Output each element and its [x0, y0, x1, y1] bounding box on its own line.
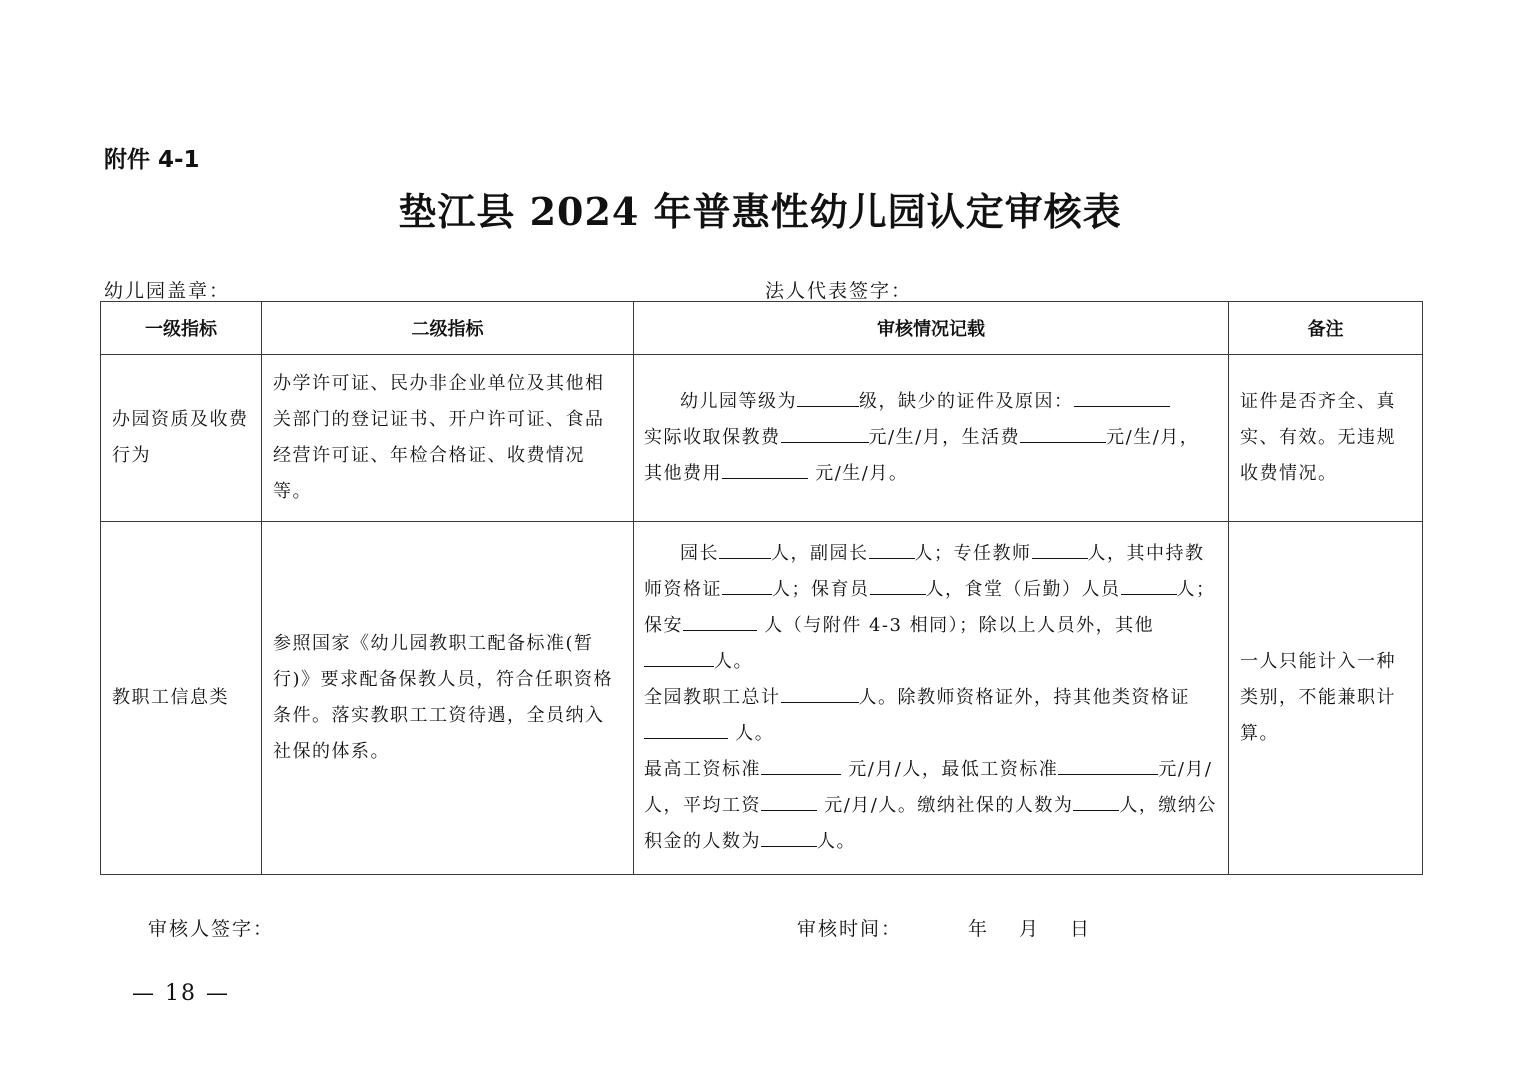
level2-cell	[262, 355, 634, 522]
note-cell	[1229, 355, 1423, 522]
record-cell	[634, 522, 1229, 875]
record-text: 幼儿园等级为 级，缺少的证件及原因： 实际收取保教费 元/生/月，生活费 元/生/月， 其他费用 元/生/月。	[634, 384, 1228, 492]
note-cell	[1229, 522, 1423, 875]
level1-cell	[101, 355, 262, 522]
reviewer-signature-field: 审核人签字：	[148, 918, 275, 940]
level2-cell	[262, 522, 634, 875]
page-number: — 18 —	[132, 981, 230, 1006]
blank-field[interactable]	[1032, 538, 1088, 559]
note-text: 证件是否齐全、真实、有效。无违规收费情况。	[1240, 391, 1396, 484]
day-label: 日	[1070, 918, 1092, 940]
blank-field[interactable]	[722, 458, 808, 479]
kindergarten-stamp-field: 幼儿园盖章：	[104, 280, 231, 302]
month-label: 月	[1019, 918, 1041, 940]
header-level1-indicator: 一级指标	[101, 302, 262, 355]
level1-text: 办园资质及收费行为	[112, 409, 249, 466]
blank-field[interactable]	[683, 610, 757, 631]
level2-text: 办学许可证、民办非企业单位及其他相关部门的登记证书、开户许可证、食品经营许可证、年检合格证、收费情况等。	[273, 373, 605, 502]
review-table	[100, 301, 1423, 875]
blank-field[interactable]	[719, 538, 771, 559]
blank-field[interactable]	[1073, 790, 1119, 811]
blank-field[interactable]	[644, 646, 714, 667]
note-text: 一人只能计入一种类别，不能兼职计算。	[1240, 651, 1396, 744]
record-cell	[634, 355, 1229, 522]
blank-field[interactable]	[781, 422, 869, 443]
level1-cell	[101, 522, 262, 875]
blank-field[interactable]	[722, 574, 772, 595]
blank-field[interactable]	[870, 574, 926, 595]
legal-rep-signature-field: 法人代表签字：	[765, 280, 913, 302]
blank-field[interactable]	[781, 682, 859, 703]
table-row	[101, 522, 1423, 875]
header-level2-indicator: 二级指标	[262, 302, 634, 355]
record-text: 园长 人，副园长 人；专任教师 人，其中持教师资格证 人；保育员 人，食堂（后勤）人员 人；保安 人（与附件 4-3 相同）；除以上人员外，其他人。 全园教职工总计 人。除教师资格证外，持其他类资格证 人。 最高工资标准 元/月/人，最低工资标准 元/月/人，平均工资 元/月/人。缴纳社保的人数为 人，缴纳公积金的人数为 人。	[634, 536, 1228, 860]
review-time-field	[797, 914, 1091, 941]
header-remarks: 备注	[1229, 302, 1423, 355]
blank-field[interactable]	[869, 538, 915, 559]
level2-text: 参照国家《幼儿园教职工配备标准(暂行)》要求配备保教人员，符合任职资格条件。落实教职工工资待遇，全员纳入社保的体系。	[273, 633, 614, 762]
blank-field[interactable]	[1121, 574, 1177, 595]
blank-field[interactable]	[1074, 386, 1170, 407]
document-title: 垫江县 2024 年普惠性幼儿园认定审核表	[398, 189, 1122, 234]
header-review-record: 审核情况记载	[634, 302, 1229, 355]
blank-field[interactable]	[1020, 422, 1106, 443]
blank-field[interactable]	[644, 718, 728, 739]
year-label: 年	[968, 918, 990, 940]
blank-field[interactable]	[761, 826, 817, 847]
table-row	[101, 355, 1423, 522]
table-header-row	[101, 302, 1423, 355]
blank-field[interactable]	[761, 754, 841, 775]
blank-field[interactable]	[761, 790, 817, 811]
review-time-label: 审核时间：	[797, 918, 903, 940]
blank-field[interactable]	[797, 386, 859, 407]
blank-field[interactable]	[1058, 754, 1158, 775]
level1-text: 教职工信息类	[112, 687, 229, 708]
attachment-label: 附件 4-1	[104, 147, 200, 173]
